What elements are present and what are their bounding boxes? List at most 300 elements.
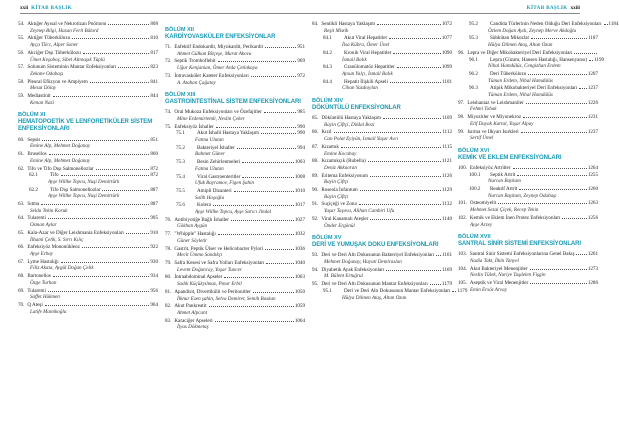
section-title: KARDİYOVASKÜLER ENFEKSİYONLAR	[165, 33, 276, 40]
page-number: 922	[150, 244, 158, 251]
chapter-number: 84.2	[323, 49, 332, 56]
dot-leader	[53, 276, 150, 277]
dot-leader	[261, 133, 296, 134]
chapter-number: 63.	[18, 201, 25, 208]
page-number: 1237	[587, 128, 598, 135]
dot-leader	[576, 254, 586, 255]
chapter-authors: Deniz Akkaoran	[324, 164, 357, 171]
page-number: 1036	[294, 245, 305, 252]
section-number: BÖLÜM XII	[165, 27, 194, 33]
page-number: 1140	[442, 215, 452, 222]
chapter-title: Akut Bakteriyel Menenjitler	[469, 265, 528, 272]
dot-leader	[360, 190, 441, 191]
chapter-authors: Ayşe Willke Topcu, Ayşe Sarıcı Jindal	[195, 209, 272, 216]
section-title: DÖKÜNTÜLÜ ENFEKSİYONLAR	[312, 104, 401, 111]
section-heading	[458, 234, 598, 248]
chapter-number: 78.	[165, 245, 172, 252]
chapter-authors: Mehmet Sezai Çiçek, Recep Tekin	[470, 207, 539, 214]
chapter-authors: Ufuk Bayramov, Figen Şahin	[195, 180, 255, 187]
toc-entry[interactable]	[458, 186, 598, 193]
chapter-number: 73.	[165, 72, 172, 79]
page-number: 969	[297, 58, 305, 65]
chapter-number: 65.	[18, 229, 25, 236]
chapter-authors: Yaşar Taşova, Alihan Cambiri Ufu	[324, 208, 395, 215]
page-number: 1121	[442, 158, 452, 165]
toc-entry[interactable]	[458, 215, 598, 222]
chapter-authors: Özlem Doğan Aydı, Zeynep Merve Akdoğlu	[488, 27, 577, 34]
chapter-number: 84.1	[323, 35, 332, 42]
page-number: 985	[297, 109, 305, 116]
chapter-authors: İlknur Esen şahin, Selva Demirer, Semih Baskan	[177, 295, 276, 302]
toc-entry[interactable]	[312, 21, 452, 28]
chapter-title: Antibiyotiğe Bağlı İshaller	[174, 216, 229, 223]
page-number: 1226	[587, 99, 598, 106]
section-heading	[165, 92, 305, 106]
chapter-authors: Bayin Çiftçi, Dildal Bozi	[324, 121, 375, 128]
toc-column-2	[165, 21, 305, 332]
chapter-title: Kronik Viral Hepatitler	[344, 49, 392, 56]
chapter-authors: Önder Ergönül	[324, 222, 355, 229]
chapter-number: 66.	[18, 244, 25, 251]
chapter-authors: Cihan Yazdıoylan	[342, 85, 378, 92]
page-number: 1010	[294, 187, 305, 194]
toc-entry[interactable]	[165, 44, 305, 51]
chapter-title: Aktığer Ayısal ve Nekrotizan Pnömonı	[27, 21, 107, 27]
chapter-authors: Emine Alp, Mehmet Doğanay	[30, 157, 91, 164]
section-title: GASTROİNTESTİNAL SİSTEM ENFEKSİYONLARI	[165, 98, 301, 105]
dot-leader	[397, 67, 441, 68]
chapter-title: Tularemi	[27, 215, 46, 222]
toc-entry[interactable]	[18, 302, 158, 309]
dot-leader	[53, 96, 150, 97]
page-number: 1101	[442, 78, 452, 85]
toc-entry[interactable]	[458, 35, 598, 42]
dot-leader	[61, 262, 150, 263]
chapter-number: 83.	[165, 317, 172, 324]
page-number: 887	[150, 186, 158, 193]
toc-entry[interactable]	[18, 244, 158, 251]
chapter-authors: Mine Erdemirtemli, Neslin Çeker	[177, 115, 245, 122]
chapter-title: Isırma ve Ilkyarı Isırkleri	[467, 128, 519, 135]
chapter-title: Kızamıkçık (Rubella)	[321, 158, 366, 165]
chapter-authors: Aysun Yalçı, İsmail Balık	[342, 70, 393, 77]
chapter-number: 70.	[18, 301, 25, 308]
chapter-authors: Güner Söyletir	[177, 237, 208, 244]
toc-entry[interactable]	[18, 201, 158, 208]
chapter-number: 95.	[312, 281, 319, 288]
chapter-number: 101.	[458, 200, 467, 207]
left-page-header	[20, 5, 75, 11]
page-number: 808	[150, 21, 158, 27]
toc-entry[interactable]	[18, 187, 158, 194]
toc-entry[interactable]	[18, 151, 158, 158]
toc-entry[interactable]	[458, 172, 598, 179]
dot-leader	[390, 82, 441, 83]
page-number: 951	[297, 44, 305, 50]
chapter-number: 77.	[165, 231, 172, 238]
chapter-authors: Selda Tekin Koruk	[30, 207, 68, 214]
page-number: 1199	[594, 56, 605, 63]
chapter-authors: Ahmet Gülkan Bilçeşe, Murat Akova	[177, 50, 252, 57]
chapter-authors: Gökhan Aygün	[177, 223, 208, 230]
chapter-authors: Bahmet Güner	[195, 151, 225, 158]
chapter-title: Viral Gastroenteritler	[197, 173, 241, 180]
chapter-authors: Elif Duyak Kartal, Yaşar Alpay	[470, 120, 534, 127]
chapter-authors: Nadia Takt, İlkin Tanyel	[470, 257, 519, 264]
chapter-number: 54.	[18, 21, 25, 27]
chapter-number: 57.	[18, 64, 25, 71]
toc-entry[interactable]	[312, 216, 452, 223]
chapter-number: 67.	[18, 258, 25, 265]
chapter-number: 71.	[165, 44, 172, 50]
page-number: 841	[150, 78, 158, 85]
page-number: 1184	[608, 21, 619, 27]
toc-entry[interactable]	[165, 231, 305, 238]
page-number: 851	[150, 136, 158, 143]
chapter-authors: Mecit Ümmo Sandıkçı	[177, 252, 223, 259]
page-number: 1264	[587, 164, 598, 171]
page-number: 1109	[442, 115, 452, 122]
dot-leader	[393, 53, 440, 54]
dot-leader	[218, 61, 297, 62]
toc-entry[interactable]	[18, 172, 158, 179]
chapter-authors: Ayşe Erbay	[30, 250, 54, 257]
chapter-authors: Osman Aylar	[30, 222, 57, 229]
dot-leader	[242, 162, 294, 163]
chapter-title: Osteomiyelit	[469, 200, 497, 207]
chapter-title: Deri Tüberkülozu	[490, 70, 527, 77]
dot-leader	[574, 53, 597, 54]
page-number: 1179	[442, 281, 452, 288]
section-title: KEMİK VE EKLEM ENFEKSİYONLARI	[458, 154, 562, 161]
toc-entry[interactable]	[458, 56, 605, 64]
toc-entry[interactable]	[165, 217, 305, 224]
chapter-authors: Mehmet Doğanay, Hayati Demiraslan	[324, 258, 402, 265]
chapter-number: 76.	[165, 216, 172, 223]
chapter-authors: Ayşe Willke Topcu, Nuşi Demirtürk	[48, 193, 120, 200]
chapter-authors: Tüman Erdem, Nihal Hamdülüs	[488, 92, 553, 99]
chapter-title: Kala-Azar ve Diğer Leishmania Enfeksiyonları	[27, 229, 124, 236]
chapter-number: 56.	[18, 49, 25, 56]
page-number: 1255	[587, 171, 598, 178]
chapter-title: Döküntülü Hastaya Yaklaşım	[321, 115, 381, 122]
toc-entry[interactable]	[165, 188, 305, 195]
page-number: 810	[150, 35, 158, 42]
toc-entry[interactable]	[458, 165, 598, 172]
page-number: 1126	[442, 172, 452, 179]
chapter-authors: M. Bülent Ertuğrul	[324, 273, 363, 280]
toc-entry[interactable]	[165, 159, 305, 166]
toc-entry[interactable]	[312, 144, 452, 151]
page-number: 860	[150, 151, 158, 158]
dot-leader	[530, 283, 587, 284]
dot-leader	[83, 53, 150, 54]
toc-entry[interactable]	[458, 50, 598, 57]
dot-leader	[90, 82, 150, 83]
dot-leader	[436, 255, 441, 256]
chapter-number: 68.	[18, 273, 25, 280]
chapter-number: 90.	[312, 187, 319, 194]
toc-entry[interactable]	[18, 273, 158, 280]
chapter-number: 59.	[18, 93, 25, 100]
toc-entry[interactable]	[458, 266, 598, 273]
chapter-authors: Sadık Küçükyılmaz, Pınar Erbil	[177, 281, 242, 288]
chapter-title: Deri ve Deri Altı Dokusunun Mantar Enfeksiyonları	[344, 287, 451, 294]
section-number: BÖLÜM XVI	[458, 147, 490, 154]
chapter-title: Candida Türlerinin Neden Olduğu Deri Enfeksiyonları	[490, 21, 602, 27]
chapter-number: 86.	[312, 129, 319, 136]
chapter-number: 75.2	[176, 144, 185, 151]
page-number: 1064	[294, 317, 305, 324]
dot-leader	[49, 154, 150, 155]
chapter-title: Mediastinit	[27, 93, 51, 100]
section-heading	[165, 27, 305, 41]
page-number: 1231	[587, 114, 598, 121]
page-number: 990	[297, 130, 305, 137]
toc-entry[interactable]	[458, 251, 598, 258]
chapter-title: Suçiçeği ve Zona	[321, 201, 357, 208]
toc-entry[interactable]	[312, 50, 452, 57]
dot-leader	[519, 189, 587, 190]
toc-entry[interactable]	[458, 114, 598, 121]
toc-entry[interactable]	[165, 145, 305, 152]
dot-leader	[517, 175, 586, 176]
toc-column-1	[18, 21, 158, 316]
page-number: 1129	[442, 187, 452, 194]
toc-entry[interactable]	[312, 64, 452, 71]
chapter-title: Kızamık	[321, 143, 339, 150]
chapter-number: 105.	[458, 280, 467, 287]
chapter-number: 82.	[165, 303, 172, 310]
section-title: SANTRAL SİNİR SİSTEMİ ENFEKSİYONLARI	[458, 240, 581, 247]
page-number: 1263	[587, 200, 598, 207]
chapter-title: Akut Viral Hepatitler	[344, 35, 388, 42]
toc-entry[interactable]	[165, 73, 305, 80]
chapter-title: Solunum Sisteminin Mantar Enfeksiyonları	[27, 64, 117, 71]
toc-entry[interactable]	[18, 215, 158, 222]
header-rule	[20, 13, 580, 14]
chapter-authors: Fatma Ulutan	[195, 165, 224, 172]
chapter-authors: Filiz Akata, Aygül Doğan Çelik	[30, 265, 94, 272]
chapter-authors: Hülya Dilmen Ataş, Altan Ozan	[342, 294, 407, 301]
chapter-title: Sentikli Hastaya Yaklaşım	[321, 21, 375, 27]
chapter-title: Tifo ve Tifo Dışı Salmonellozlar	[27, 165, 94, 172]
toc-entry[interactable]	[165, 303, 305, 310]
toc-entry[interactable]	[312, 187, 452, 194]
toc-entry[interactable]	[165, 260, 305, 267]
chapter-title: "Whipple" Hastalığı	[174, 231, 216, 238]
chapter-title: Roseola İnfantum	[321, 187, 358, 194]
chapter-authors: Can Polat Eyiyün, İsmail Yaşar Avcı	[324, 136, 399, 143]
chapter-number: 104.	[458, 265, 467, 272]
chapter-number: 102.	[458, 214, 467, 221]
chapter-number: 75.1	[176, 130, 185, 137]
chapter-authors: A. Atahan Çağatay	[177, 79, 216, 86]
toc-entry[interactable]	[458, 200, 598, 207]
dot-leader	[528, 74, 587, 75]
toc-entry[interactable]	[165, 202, 305, 209]
toc-entry[interactable]	[18, 50, 158, 57]
chapter-authors: Uğur Kenjanian, Ömer Arda Çetinkaya	[177, 65, 258, 72]
chapter-title: Tifo	[50, 172, 59, 179]
dot-leader	[42, 140, 149, 141]
dot-leader	[341, 147, 441, 148]
page-number: 1273	[587, 265, 598, 272]
page-number: 1187	[588, 35, 598, 42]
toc-entry[interactable]	[458, 21, 619, 28]
dot-leader	[589, 60, 593, 61]
page-number: 1032	[294, 231, 305, 238]
dot-leader	[521, 132, 587, 133]
chapter-number: 91.	[312, 201, 319, 208]
toc-entry[interactable]	[458, 85, 598, 92]
chapter-authors: İlsa Kübra, Ömer Ünel	[342, 42, 390, 49]
toc-entry[interactable]	[312, 79, 452, 86]
dot-leader	[102, 190, 149, 191]
chapter-title: Brusellos	[27, 151, 47, 158]
chapter-number: 94.	[312, 266, 319, 273]
chapter-number: 75.4	[176, 173, 185, 180]
dot-leader	[242, 177, 293, 178]
chapter-number: 81.	[165, 288, 172, 295]
chapter-title: Santral Sinir Sistemi Enfeksiyonlarına Genel Bakış	[469, 251, 575, 258]
dot-leader	[513, 168, 587, 169]
toc-entry[interactable]	[312, 158, 452, 165]
section-number: BÖLÜM XIV	[312, 98, 344, 105]
page-number: 1179	[457, 287, 468, 294]
toc-entry[interactable]	[18, 230, 158, 237]
chapter-authors: Ümet Keşoboş, Sibel Altınaşık Tüplü	[30, 56, 105, 63]
toc-entry[interactable]	[312, 287, 468, 295]
chapter-title: Tularemi	[27, 287, 46, 294]
page-number: 1099	[441, 64, 452, 71]
chapter-title: Amipli Dizanteri	[197, 187, 232, 194]
toc-entry[interactable]	[165, 109, 305, 116]
section-number: BÖLÜM XIII	[165, 92, 196, 99]
dot-leader	[253, 292, 294, 293]
chapter-title: Aseptik ve Viral Menenjitler	[469, 280, 529, 287]
dot-leader	[264, 112, 297, 113]
chapter-title: Tifo Dışı Salmonellozlar	[50, 186, 101, 193]
dot-leader	[45, 305, 150, 306]
dot-leader	[368, 161, 441, 162]
chapter-authors: Bayin Çiftçi	[324, 193, 349, 200]
page-number: 1008	[294, 173, 305, 180]
chapter-title: Bakteriyel İshaller	[197, 144, 235, 151]
toc-entry[interactable]	[165, 289, 305, 296]
page-number: 823	[150, 64, 158, 71]
chapter-number: 98.	[458, 114, 465, 121]
chapter-number: 61.	[18, 151, 25, 158]
chapter-authors: Nurcan Baykam	[488, 178, 521, 185]
chapter-number: 93.	[312, 252, 319, 259]
chapter-number: 100.	[458, 164, 467, 171]
chapter-authors: Zekane Odabaşı	[30, 70, 64, 77]
toc-entry[interactable]	[18, 79, 158, 86]
chapter-authors: Ahmet Alpcant	[177, 309, 208, 316]
toc-entry[interactable]	[312, 281, 452, 288]
chapter-title: Karaciğer Apseleri	[174, 317, 213, 324]
section-number: BÖLÜM XI	[18, 112, 46, 119]
toc-entry[interactable]	[18, 35, 158, 42]
page-number: 972	[297, 72, 305, 79]
chapter-title: Deri ve Deri Altı Dokusunun Mantar Enfeksiyonları	[321, 281, 428, 288]
chapter-number: 75.3	[176, 159, 185, 166]
left-book-title: KİTAB BAŞLIK	[31, 5, 72, 11]
page-number: 1169	[442, 266, 452, 273]
chapter-authors: Emin Ersöz Arvay	[470, 286, 507, 293]
section-title: HEMATOPOETİK VE LENFORETİKÜLER SİSTEM ENFEKSİYONLARI	[18, 119, 153, 133]
page-number: 844	[150, 93, 158, 100]
toc-entry[interactable]	[18, 21, 158, 28]
page-number: 930	[150, 258, 158, 265]
toc-entry[interactable]	[312, 115, 452, 122]
right-book-title: KİTAB BAŞLIK	[526, 5, 568, 11]
page-number: 1072	[441, 21, 452, 27]
section-number: BÖLÜM XV	[312, 235, 342, 242]
chapter-number: 58.	[18, 78, 25, 85]
page-number: 1261	[587, 251, 598, 258]
dot-leader	[383, 118, 441, 119]
chapter-title: Viral Kanamalı Ateşler	[321, 215, 369, 222]
page-number: 934	[150, 273, 158, 280]
dot-leader	[224, 277, 293, 278]
page-number: 910	[150, 229, 158, 236]
chapter-number: 60.	[18, 136, 25, 143]
toc-entry[interactable]	[18, 64, 158, 71]
chapter-authors: Emine Kocabay	[324, 150, 357, 157]
chapter-title: Aktiğer Tüberkülozu	[27, 35, 71, 42]
toc-entry[interactable]	[18, 166, 158, 173]
chapter-title: Kolera	[197, 202, 211, 209]
chapter-authors: Fatma Ulutan	[195, 137, 224, 144]
chapter-number: 75.6	[176, 202, 185, 209]
chapter-number: 100.2	[469, 186, 481, 193]
dot-leader	[523, 117, 587, 118]
dot-leader	[604, 24, 608, 25]
chapter-title: Eritema Enfeksiyosum	[321, 172, 368, 179]
section-title: DERİ VE YUMUŞAK DOKU ENFEKSİYONLARI	[312, 241, 439, 248]
chapter-number: 92.	[312, 215, 319, 222]
chapter-authors: Nihal Hamdülüs, Cengizhan Erdem	[488, 63, 561, 70]
chapter-number: 85.	[312, 115, 319, 122]
toc-entry[interactable]	[165, 130, 305, 137]
chapter-title: Enfeksiyöz İshaller	[174, 123, 214, 130]
toc-entry[interactable]	[165, 274, 305, 281]
chapter-title: Sepsis	[27, 136, 41, 143]
dot-leader	[526, 103, 587, 104]
toc-entry[interactable]	[18, 93, 158, 100]
chapter-number: 95.1	[323, 287, 332, 294]
toc-entry[interactable]	[458, 100, 598, 107]
chapter-title: İntraabdominal Apseler	[174, 274, 223, 281]
chapter-title: Kemik ve Eklem İnen Protez Enfeksiyonları	[469, 214, 561, 221]
dot-leader	[359, 204, 441, 205]
dot-leader	[265, 249, 294, 250]
chapter-number: 62.	[18, 165, 25, 172]
toc-entry[interactable]	[312, 252, 452, 259]
left-page-number: xxii	[20, 5, 29, 11]
toc-entry[interactable]	[458, 71, 598, 78]
chapter-number: 55.	[18, 35, 25, 42]
dot-leader	[61, 175, 150, 176]
dot-leader	[251, 76, 297, 77]
chapter-title: Deri ve Deri Altı Dokusunun Bakteriyel Enfeksiyonları	[321, 252, 435, 259]
toc-entry[interactable]	[458, 280, 598, 287]
chapter-authors: İlyas Dökmetaş	[177, 324, 209, 331]
dot-leader	[216, 127, 297, 128]
chapter-number: 87.	[312, 143, 319, 150]
